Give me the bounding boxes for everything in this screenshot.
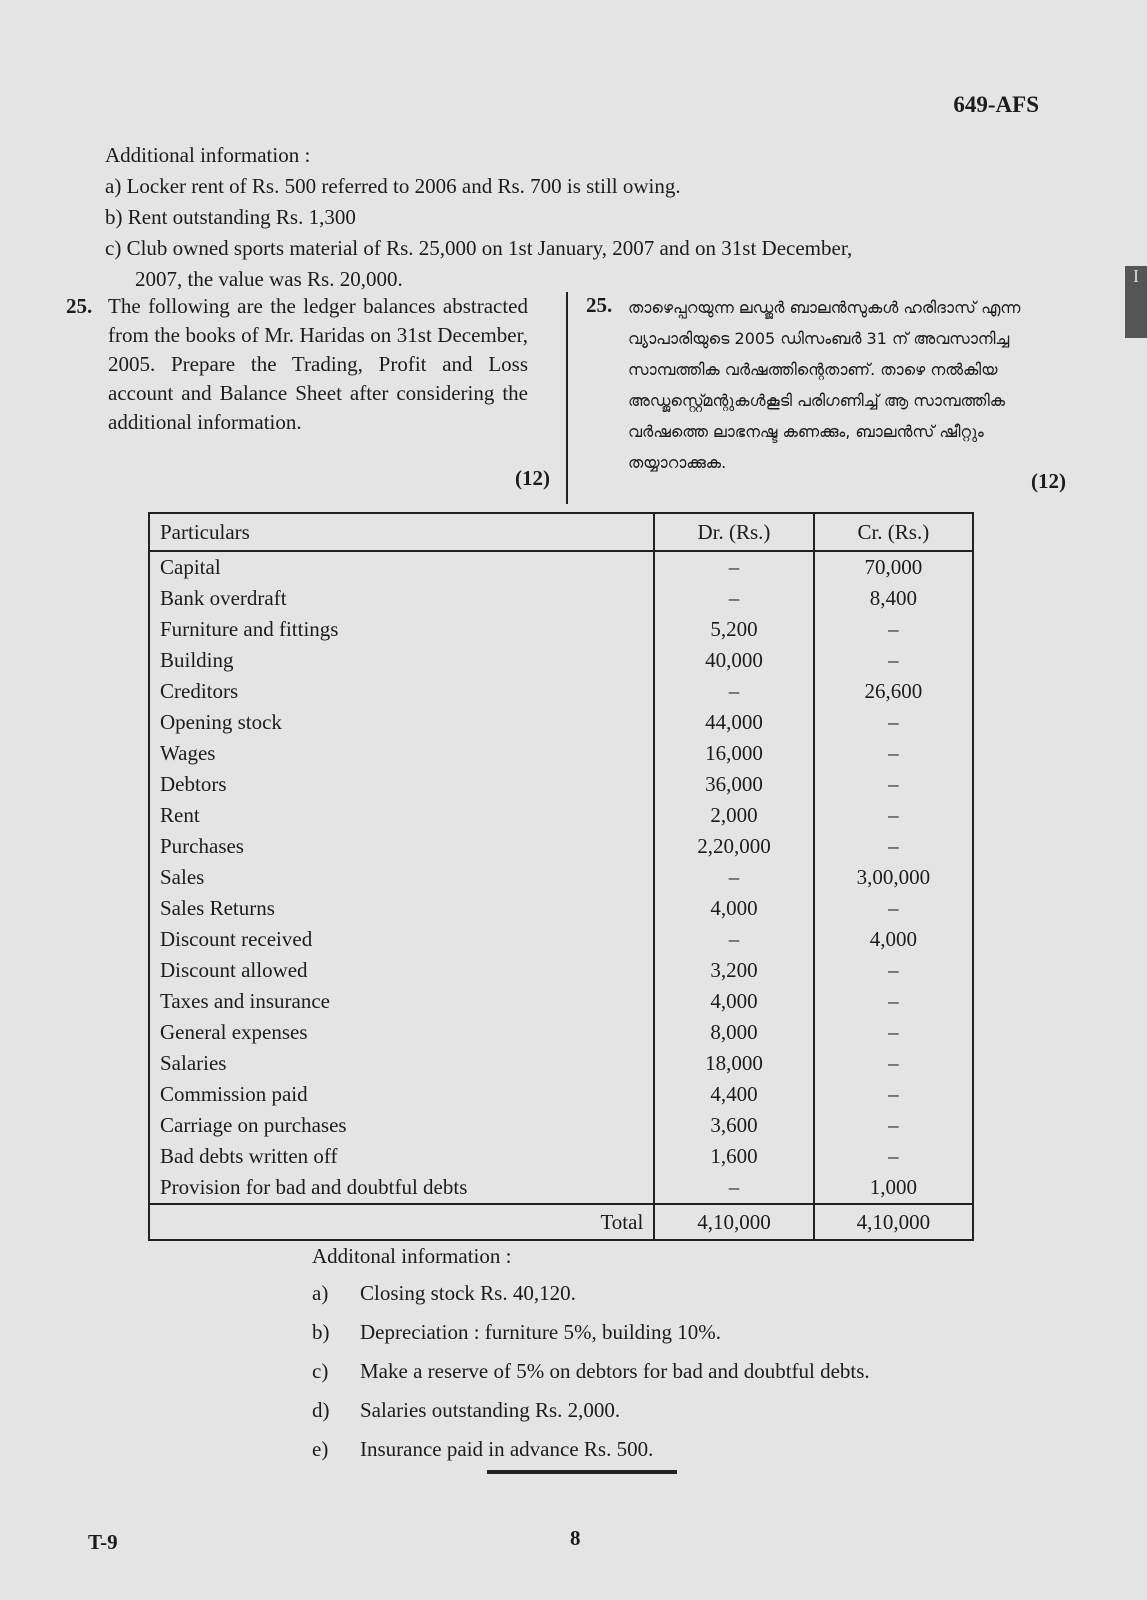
cr-cell: 3,00,000: [814, 862, 973, 893]
dr-cell: –: [654, 862, 813, 893]
table-row: [149, 1110, 973, 1141]
additional-item: [312, 1359, 870, 1398]
header-cr: Cr. (Rs.): [814, 513, 973, 551]
dr-cell: 8,000: [654, 1017, 813, 1048]
cr-cell: –: [814, 707, 973, 738]
item-letter: b): [312, 1320, 330, 1344]
dr-cell: 1,600: [654, 1141, 813, 1172]
additional-info: [312, 1244, 870, 1476]
particular-cell: Debtors: [149, 769, 654, 800]
dr-cell: 4,000: [654, 893, 813, 924]
dr-cell: –: [654, 583, 813, 614]
table-row: [149, 614, 973, 645]
particular-cell: Opening stock: [149, 707, 654, 738]
dr-cell: –: [654, 676, 813, 707]
question-text: The following are the ledger balances abstracted from the books of Mr. Haridas on 31st December, 2005. Prepare the Trading, Profit and Loss account and Balance Sheet after considering the additional information.: [108, 294, 528, 434]
total-dr: 4,10,000: [654, 1204, 813, 1240]
particular-cell: Sales Returns: [149, 893, 654, 924]
header-dr: Dr. (Rs.): [654, 513, 813, 551]
cr-cell: –: [814, 1141, 973, 1172]
item-text: Closing stock Rs. 40,120.: [360, 1281, 576, 1305]
table-row: [149, 738, 973, 769]
cr-cell: –: [814, 800, 973, 831]
table-row: [149, 924, 973, 955]
table-row: [149, 955, 973, 986]
additional-item: [312, 1320, 870, 1359]
info-item: 2007, the value was Rs. 20,000.: [135, 267, 403, 291]
table-row: [149, 1079, 973, 1110]
cr-cell: 4,000: [814, 924, 973, 955]
particular-cell: Bank overdraft: [149, 583, 654, 614]
question-malayalam: [586, 292, 1066, 497]
particular-cell: Commission paid: [149, 1079, 654, 1110]
info-item: a) Locker rent of Rs. 500 referred to 2006 and Rs. 700 is still owing.: [105, 174, 681, 198]
item-letter: a): [312, 1281, 329, 1305]
dr-cell: 16,000: [654, 738, 813, 769]
cr-cell: –: [814, 955, 973, 986]
cr-cell: –: [814, 1079, 973, 1110]
particular-cell: Discount received: [149, 924, 654, 955]
cr-cell: 1,000: [814, 1172, 973, 1204]
ledger-table: [148, 512, 974, 1241]
cr-cell: –: [814, 614, 973, 645]
cr-cell: 26,600: [814, 676, 973, 707]
particular-cell: Provision for bad and doubtful debts: [149, 1172, 654, 1204]
table-row: [149, 1141, 973, 1172]
table-row: [149, 800, 973, 831]
dr-cell: –: [654, 551, 813, 583]
particular-cell: Rent: [149, 800, 654, 831]
dr-cell: 2,20,000: [654, 831, 813, 862]
total-row: [149, 1204, 973, 1240]
dr-cell: –: [654, 924, 813, 955]
table-row: [149, 986, 973, 1017]
end-rule: [487, 1470, 677, 1474]
dr-cell: 4,400: [654, 1079, 813, 1110]
table-row: [149, 551, 973, 583]
question-marks: (12): [515, 466, 550, 490]
table-row: [149, 893, 973, 924]
table-row: [149, 707, 973, 738]
particular-cell: Wages: [149, 738, 654, 769]
dr-cell: 44,000: [654, 707, 813, 738]
particular-cell: Purchases: [149, 831, 654, 862]
cr-cell: –: [814, 645, 973, 676]
particular-cell: Creditors: [149, 676, 654, 707]
question-marks-ml: (12): [1031, 469, 1066, 493]
dr-cell: –: [654, 1172, 813, 1204]
additional-item: [312, 1398, 870, 1437]
item-text: Depreciation : furniture 5%, building 10%.: [360, 1320, 721, 1344]
particular-cell: Sales: [149, 862, 654, 893]
particular-cell: Furniture and fittings: [149, 614, 654, 645]
dr-cell: 5,200: [654, 614, 813, 645]
table-row: [149, 831, 973, 862]
item-text: Salaries outstanding Rs. 2,000.: [360, 1398, 621, 1422]
particular-cell: Capital: [149, 551, 654, 583]
dr-cell: 40,000: [654, 645, 813, 676]
item-letter: d): [312, 1398, 330, 1422]
cr-cell: 70,000: [814, 551, 973, 583]
table-row: [149, 583, 973, 614]
table-header-row: [149, 513, 973, 551]
particular-cell: Salaries: [149, 1048, 654, 1079]
table-row: [149, 1017, 973, 1048]
footer-code: T-9: [88, 1530, 118, 1554]
particular-cell: Bad debts written off: [149, 1141, 654, 1172]
item-text: Insurance paid in advance Rs. 500.: [360, 1437, 654, 1461]
column-divider: [566, 292, 568, 504]
paper-code: 649-AFS: [953, 92, 1039, 117]
dr-cell: 3,600: [654, 1110, 813, 1141]
page-number: 8: [570, 1526, 581, 1550]
item-text: Make a reserve of 5% on debtors for bad and doubtful debts.: [360, 1359, 870, 1383]
additional-title: Additonal information :: [312, 1244, 512, 1268]
cr-cell: –: [814, 738, 973, 769]
info-item: b) Rent outstanding Rs. 1,300: [105, 205, 356, 229]
dr-cell: 36,000: [654, 769, 813, 800]
table-row: [149, 769, 973, 800]
table-row: [149, 676, 973, 707]
item-letter: e): [312, 1437, 329, 1461]
cr-cell: –: [814, 1017, 973, 1048]
particular-cell: Building: [149, 645, 654, 676]
header-particulars: Particulars: [149, 513, 654, 551]
question-number: 25.: [66, 294, 93, 318]
table-row: [149, 1172, 973, 1204]
item-letter: c): [312, 1359, 329, 1383]
question-text-ml: താഴെപ്പറയുന്ന ലഡ്ജർ ബാലൻസുകൾ ഹരിദാസ് എന്ന വ്യാപാരിയുടെ 2005 ഡിസംബർ 31 ന് അവസാനിച്ച സാമ്പത്തിക വർഷത്തിന്റെതാണ്. താഴെ നൽകിയ അഡ്ജസ്റ്റ്മെന്റുകൾകൂടി പരിഗണിച്ച് ആ സാമ്പത്തിക വർഷത്തെ ലാഭനഷ്ട കണക്കും, ബാലൻസ് ഷീറ്റും തയ്യാറാക്കുക.: [628, 298, 1021, 472]
dr-cell: 2,000: [654, 800, 813, 831]
particular-cell: Carriage on purchases: [149, 1110, 654, 1141]
cr-cell: –: [814, 893, 973, 924]
cr-cell: –: [814, 986, 973, 1017]
edge-tab: I: [1125, 266, 1147, 338]
question-number-ml: 25.: [586, 293, 613, 317]
particular-cell: Discount allowed: [149, 955, 654, 986]
additional-item: [312, 1281, 870, 1320]
dr-cell: 4,000: [654, 986, 813, 1017]
previous-additional-info: [105, 140, 852, 295]
total-label: Total: [149, 1204, 654, 1240]
particular-cell: General expenses: [149, 1017, 654, 1048]
info-item: c) Club owned sports material of Rs. 25,000 on 1st January, 2007 and on 31st December,: [105, 236, 853, 260]
cr-cell: –: [814, 1048, 973, 1079]
cr-cell: –: [814, 831, 973, 862]
table-row: [149, 645, 973, 676]
particular-cell: Taxes and insurance: [149, 986, 654, 1017]
dr-cell: 18,000: [654, 1048, 813, 1079]
cr-cell: 8,400: [814, 583, 973, 614]
total-cr: 4,10,000: [814, 1204, 973, 1240]
question-english: [66, 292, 556, 497]
info-title: Additional information :: [105, 143, 311, 167]
table-row: [149, 1048, 973, 1079]
cr-cell: –: [814, 1110, 973, 1141]
cr-cell: –: [814, 769, 973, 800]
dr-cell: 3,200: [654, 955, 813, 986]
table-row: [149, 862, 973, 893]
